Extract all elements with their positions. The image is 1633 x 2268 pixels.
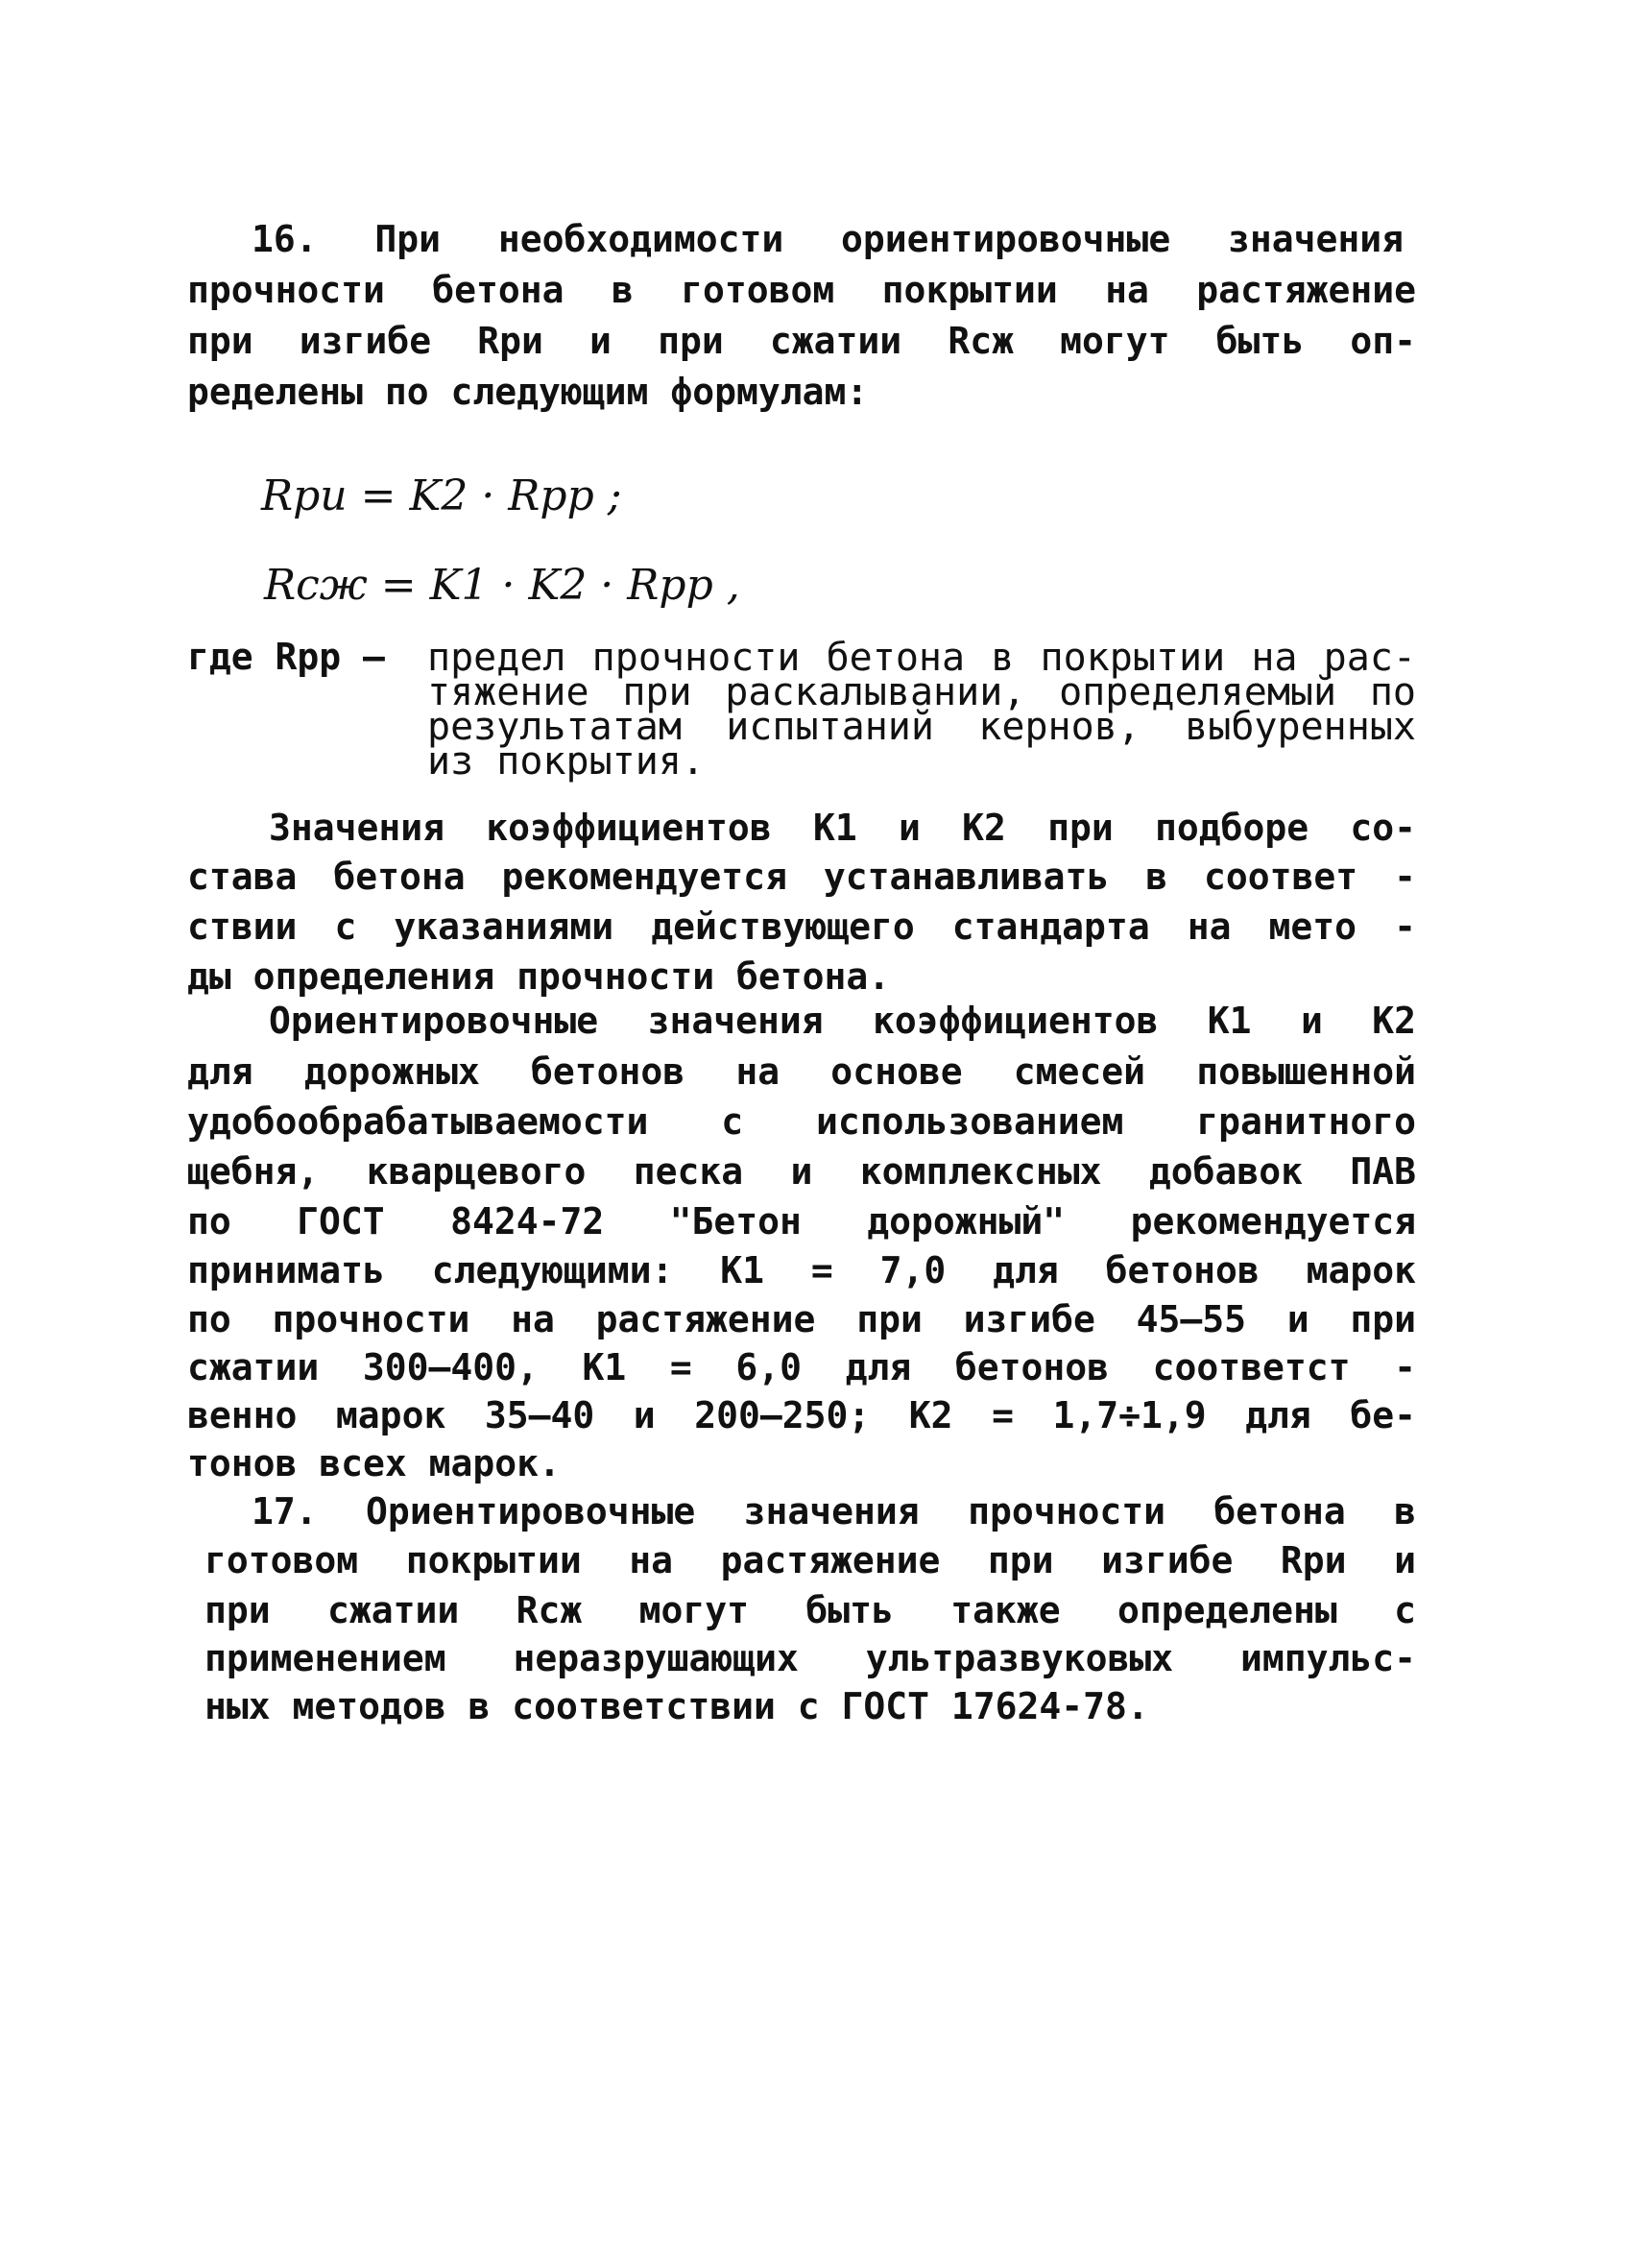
- approx-line: по прочности на растяжение при изгибе 45–55 и при: [187, 1298, 1416, 1340]
- approx-line: удобообрабатываемости с использованием гранитного: [187, 1100, 1416, 1143]
- definition-line: предел прочности бетона в покрытии на рас-: [427, 636, 1416, 680]
- paragraph-16-line: прочности бетона в готовом покрытии на растяжение: [187, 269, 1416, 311]
- approx-line: тонов всех марок.: [187, 1442, 561, 1484]
- paragraph-16-line: 16. При необходимости ориентировочные значения: [252, 218, 1404, 260]
- formula-r-compression: Rсж = K1 · K2 · Rрр ,: [264, 561, 740, 610]
- approx-line: для дорожных бетонов на основе смесей повышенной: [187, 1050, 1416, 1093]
- approx-line: сжатии 300–400, K1 = 6,0 для бетонов соответст -: [187, 1346, 1416, 1388]
- definition-line: из покрытия.: [427, 739, 705, 784]
- formula-r-bending: Rри = K2 · Rрр ;: [261, 471, 622, 520]
- definition-lead: где Rрр –: [187, 636, 385, 678]
- coefficients-line: Значения коэффициентов K1 и K2 при подборе со-: [269, 807, 1416, 849]
- paragraph-16-line: ределены по следующим формулам:: [187, 371, 869, 413]
- definition-line: тяжение при раскалывании, определяемый по: [427, 670, 1416, 714]
- paragraph-17-line: 17. Ориентировочные значения прочности бетона в: [252, 1490, 1416, 1532]
- approx-line: принимать следующими: K1 = 7,0 для бетонов марок: [187, 1249, 1416, 1291]
- coefficients-line: става бетона рекомендуется устанавливать в соответ -: [187, 856, 1416, 898]
- paragraph-17-line: применением неразрушающих ультразвуковых импульс-: [204, 1637, 1416, 1679]
- approx-line: щебня, кварцевого песка и комплексных добавок ПАВ: [187, 1150, 1416, 1193]
- paragraph-17-line: готовом покрытии на растяжение при изгибе Rри и: [204, 1539, 1416, 1581]
- paragraph-17-line: при сжатии Rсж могут быть также определены с: [204, 1589, 1416, 1631]
- approx-line: венно марок 35–40 и 200–250; K2 = 1,7÷1,9 для бе-: [187, 1394, 1416, 1436]
- approx-line: по ГОСТ 8424-72 "Бетон дорожный" рекомендуется: [187, 1200, 1416, 1243]
- definition-line: результатам испытаний кернов, выбуренных: [427, 705, 1416, 749]
- approx-line: Ориентировочные значения коэффициентов K1 и K2: [269, 1000, 1416, 1042]
- coefficients-line: ствии с указаниями действующего стандарта на мето -: [187, 905, 1416, 948]
- coefficients-line: ды определения прочности бетона.: [187, 955, 891, 998]
- paragraph-16-line: при изгибе Rри и при сжатии Rсж могут быть оп-: [187, 320, 1416, 362]
- paragraph-17-line: ных методов в соответствии с ГОСТ 17624-78.: [204, 1685, 1149, 1727]
